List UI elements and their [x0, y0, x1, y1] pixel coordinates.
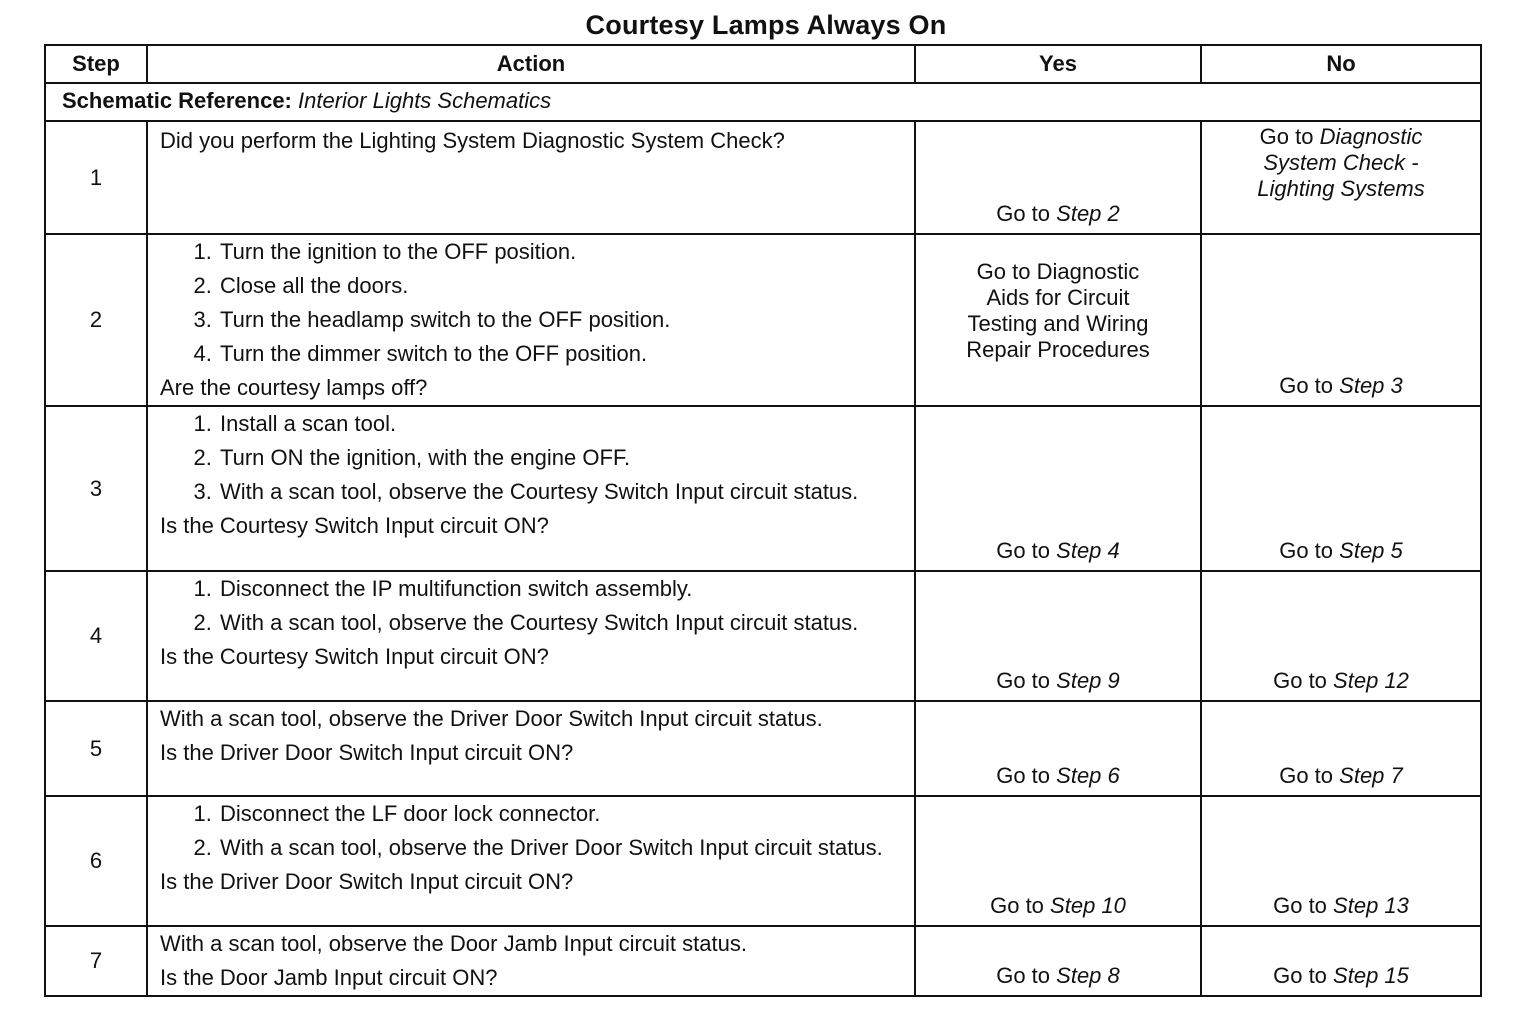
goto-step-link[interactable]: Step 12 — [1333, 668, 1409, 693]
instruction-text: With a scan tool, observe the Door Jamb Input circuit status. — [160, 931, 747, 956]
goto-step-link[interactable]: Step 5 — [1339, 538, 1403, 563]
question-text: Are the courtesy lamps off? — [160, 375, 428, 400]
goto-link-line[interactable]: Aids for Circuit — [986, 285, 1130, 310]
yes-cell — [915, 121, 1201, 234]
action-cell — [147, 406, 915, 571]
step-number: 1 — [45, 121, 147, 234]
goto-step-link[interactable]: Step 3 — [1339, 373, 1403, 398]
goto-step-link[interactable]: Step 9 — [1056, 668, 1120, 693]
table-row — [45, 406, 1481, 571]
goto-prefix: Go to — [1259, 124, 1314, 149]
step-number: 4 — [45, 571, 147, 701]
question-text: Is the Driver Door Switch Input circuit ON? — [160, 740, 574, 765]
header-yes: Yes — [915, 45, 1201, 83]
goto-prefix: Go to — [996, 201, 1051, 226]
list-item: 3. With a scan tool, observe the Courtesy Switch Input circuit status. — [218, 479, 904, 505]
yes-cell — [915, 406, 1201, 571]
step-number: 6 — [45, 796, 147, 926]
action-cell — [147, 121, 915, 234]
step-number: 7 — [45, 926, 147, 996]
goto-prefix: Go to — [996, 963, 1051, 988]
goto-step-link[interactable]: Step 13 — [1333, 893, 1409, 918]
goto-step-link[interactable]: Step 15 — [1333, 963, 1409, 988]
goto-prefix: Go to — [1279, 763, 1334, 788]
no-cell — [1201, 121, 1481, 234]
list-item: 3. Turn the headlamp switch to the OFF position. — [218, 307, 904, 333]
schematic-reference-label: Schematic Reference: — [62, 88, 292, 113]
action-cell — [147, 926, 915, 996]
list-item: 1. Install a scan tool. — [218, 411, 904, 437]
no-cell — [1201, 406, 1481, 571]
goto-prefix: Go to — [996, 668, 1051, 693]
goto-prefix: Go to — [990, 893, 1044, 918]
table-row — [45, 796, 1481, 926]
yes-cell — [915, 234, 1201, 406]
list-item: 1. Disconnect the IP multifunction switch assembly. — [218, 576, 904, 602]
goto-prefix: Go to — [1279, 538, 1334, 563]
no-cell — [1201, 796, 1481, 926]
question-text: Is the Courtesy Switch Input circuit ON? — [160, 644, 549, 669]
list-item: 2. With a scan tool, observe the Courtesy Switch Input circuit status. — [218, 610, 904, 636]
yes-cell — [915, 796, 1201, 926]
goto-link-line[interactable]: Lighting Systems — [1257, 176, 1425, 201]
goto-prefix: Go to — [1273, 963, 1327, 988]
header-step: Step — [45, 45, 147, 83]
list-item: 1. Disconnect the LF door lock connector. — [218, 801, 904, 827]
schematic-reference — [45, 83, 1481, 121]
goto-link-line[interactable]: Diagnostic — [1319, 124, 1423, 149]
table-row — [45, 121, 1481, 234]
step-number: 5 — [45, 701, 147, 796]
instruction-text: With a scan tool, observe the Driver Door Switch Input circuit status. — [160, 706, 823, 731]
goto-step-link[interactable]: Step 2 — [1056, 201, 1120, 226]
step-number: 2 — [45, 234, 147, 406]
list-item: 2. With a scan tool, observe the Driver Door Switch Input circuit status. — [218, 835, 904, 861]
table-row — [45, 701, 1481, 796]
goto-step-link[interactable]: Step 6 — [1056, 763, 1120, 788]
step-number: 3 — [45, 406, 147, 571]
goto-step-link[interactable]: Step 10 — [1050, 893, 1126, 918]
goto-link-line[interactable]: System Check - — [1263, 150, 1419, 175]
action-list — [160, 801, 904, 861]
goto-link-line[interactable]: Testing and Wiring — [967, 311, 1149, 336]
schematic-reference-row — [45, 83, 1481, 121]
no-cell — [1201, 701, 1481, 796]
goto-step-link[interactable]: Step 4 — [1056, 538, 1120, 563]
goto-prefix: Go to — [1273, 893, 1327, 918]
table-row — [45, 234, 1481, 406]
action-list — [160, 239, 904, 367]
goto-prefix: Go to — [996, 538, 1051, 563]
action-list — [160, 576, 904, 636]
action-cell — [147, 571, 915, 701]
header-no: No — [1201, 45, 1481, 83]
schematic-reference-link[interactable]: Interior Lights Schematics — [298, 88, 552, 113]
no-cell — [1201, 926, 1481, 996]
no-cell — [1201, 234, 1481, 406]
goto-link-line[interactable]: Go to Diagnostic — [976, 259, 1140, 284]
table-row — [45, 571, 1481, 701]
goto-link-line[interactable]: Repair Procedures — [966, 337, 1150, 362]
goto-step-link[interactable]: Step 8 — [1056, 963, 1120, 988]
question-text: Is the Door Jamb Input circuit ON? — [160, 965, 498, 990]
action-cell — [147, 701, 915, 796]
action-list — [160, 411, 904, 505]
header-row — [45, 45, 1481, 83]
list-item: 2. Close all the doors. — [218, 273, 904, 299]
no-cell — [1201, 571, 1481, 701]
goto-prefix: Go to — [1273, 668, 1327, 693]
goto-prefix: Go to — [1279, 373, 1334, 398]
question-text: Did you perform the Lighting System Diagnostic System Check? — [160, 128, 785, 153]
yes-cell — [915, 571, 1201, 701]
header-action: Action — [147, 45, 915, 83]
list-item: 4. Turn the dimmer switch to the OFF position. — [218, 341, 904, 367]
goto-prefix: Go to — [996, 763, 1051, 788]
page-title: Courtesy Lamps Always On — [585, 10, 947, 40]
action-cell — [147, 234, 915, 406]
diagnostic-table — [44, 44, 1482, 997]
table-row — [45, 926, 1481, 996]
list-item: 1. Turn the ignition to the OFF position. — [218, 239, 904, 265]
yes-cell — [915, 926, 1201, 996]
yes-cell — [915, 701, 1201, 796]
question-text: Is the Driver Door Switch Input circuit ON? — [160, 869, 574, 894]
goto-step-link[interactable]: Step 7 — [1339, 763, 1403, 788]
question-text: Is the Courtesy Switch Input circuit ON? — [160, 513, 549, 538]
list-item: 2. Turn ON the ignition, with the engine OFF. — [218, 445, 904, 471]
action-cell — [147, 796, 915, 926]
